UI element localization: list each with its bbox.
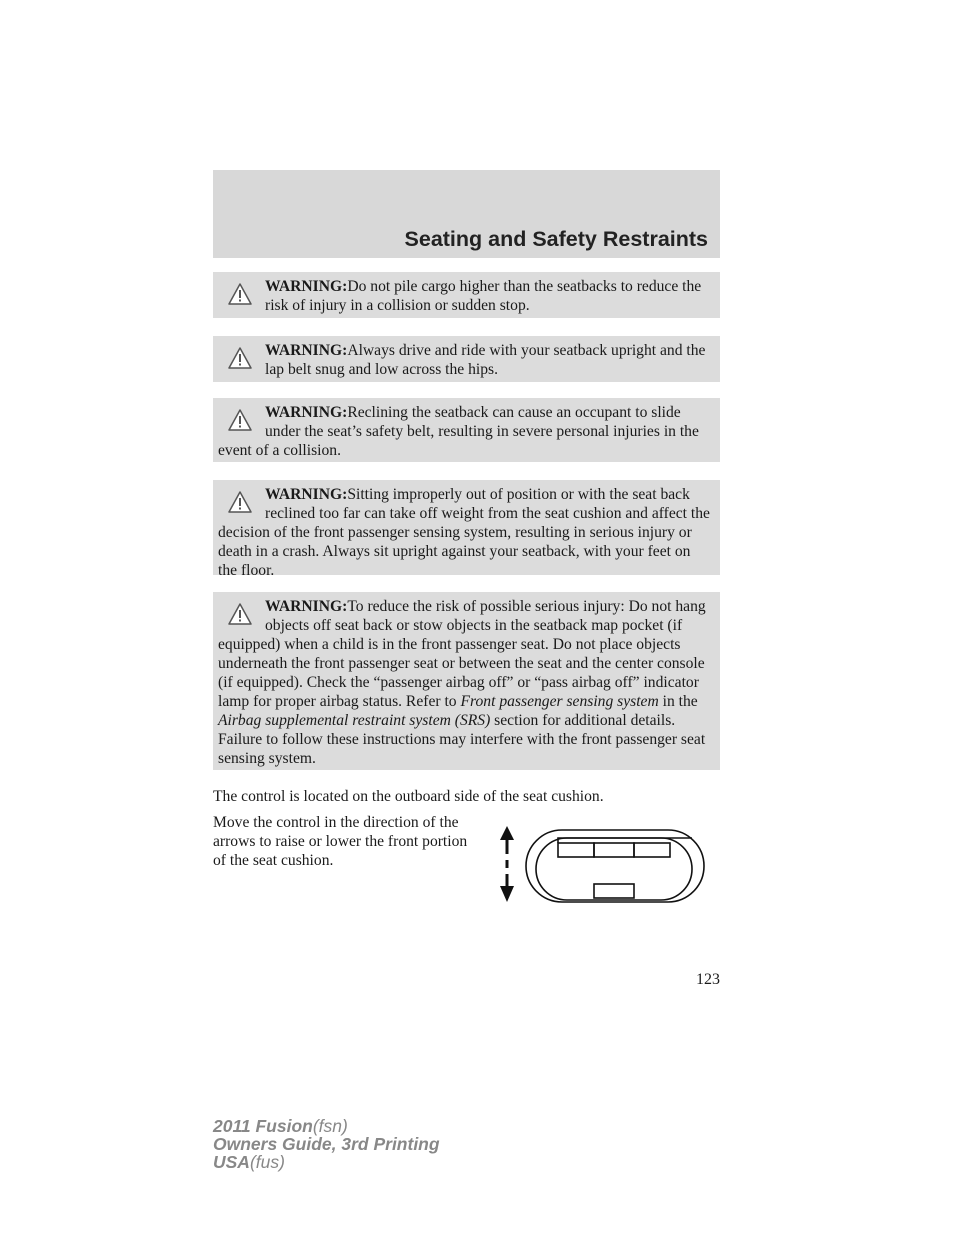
- warning-triangle-icon: [218, 403, 265, 433]
- warning-text: [218, 341, 710, 379]
- warning-box: [213, 592, 720, 770]
- print-footer: [213, 1117, 440, 1171]
- body-paragraph: Move the control in the direction of the arrows to raise or lower the front portion of the seat cushion.: [213, 814, 468, 869]
- section-header: [213, 170, 720, 258]
- warning-box: [213, 336, 720, 382]
- warning-body: Always drive and ride with your seatback upright and the lap belt snug and low across the hips.: [265, 342, 706, 378]
- seat-cushion-control-diagram: [490, 822, 710, 911]
- warning-text: [218, 403, 710, 460]
- warning-body-part: section for additional details. Failure to follow these instructions may interfere with the front passenger seat sensing system.: [218, 712, 706, 767]
- footer-line: [213, 1153, 440, 1171]
- warning-triangle-icon: [218, 485, 265, 515]
- warning-lead: WARNING:: [265, 486, 348, 503]
- cross-reference: Front passenger sensing system: [460, 693, 659, 710]
- warning-lead: WARNING:: [265, 598, 348, 615]
- warning-box: [213, 398, 720, 462]
- footer-code: (fsn): [312, 1116, 348, 1136]
- cross-reference: Airbag supplemental restraint system (SRS): [218, 712, 491, 729]
- warning-box: [213, 272, 720, 318]
- footer-line: [213, 1135, 440, 1153]
- footer-code: (fus): [249, 1152, 285, 1172]
- warning-body: Reclining the seatback can cause an occupant to slide under the seat’s safety belt, resulting in severe personal injuries in the event of a collision.: [218, 404, 699, 459]
- body-paragraph: The control is located on the outboard side of the seat cushion.: [213, 788, 604, 805]
- warning-lead: WARNING:: [265, 342, 348, 359]
- up-down-arrow-icon: [500, 826, 514, 902]
- warning-body: Sitting improperly out of position or with the seat back reclined too far can take off weight from the seat cushion and affect the decision of the front passenger sensing system, resulting in serious injury or death in a crash. Always sit upright against your seatback, with your feet on the floor.: [218, 486, 710, 579]
- warning-text: [218, 277, 710, 315]
- footer-market: USA: [213, 1152, 250, 1172]
- warning-triangle-icon: [218, 597, 265, 627]
- warning-triangle-icon: [218, 341, 265, 371]
- section-title: Seating and Safety Restraints: [404, 227, 708, 251]
- warning-body-part: in the: [658, 693, 698, 710]
- page-number: 123: [696, 971, 720, 988]
- warning-box: [213, 480, 720, 579]
- footer-model: 2011 Fusion: [213, 1116, 313, 1136]
- warning-lead: WARNING:: [265, 404, 348, 421]
- warning-body: Do not pile cargo higher than the seatbacks to reduce the risk of injury in a collision or sudden stop.: [265, 278, 702, 314]
- warning-text: [218, 485, 710, 580]
- seat-control-switch: [526, 830, 704, 902]
- warning-text: [218, 597, 710, 768]
- warning-triangle-icon: [218, 277, 265, 307]
- warning-lead: WARNING:: [265, 278, 348, 295]
- warning-body-part: To reduce the risk of possible serious injury: Do not hang objects off seat back or stow objects in the seatback map pocket (if equipped) when a child is in the front passenger seat. Do not place objects underneath the front passenger seat or between the seat and the center console (if equipped). Check the “passenger airbag off” or “pass airbag off” indicator lamp for proper airbag status. Refer to: [218, 598, 706, 710]
- footer-line: [213, 1117, 440, 1135]
- footer-guide: Owners Guide, 3rd Printing: [213, 1134, 440, 1154]
